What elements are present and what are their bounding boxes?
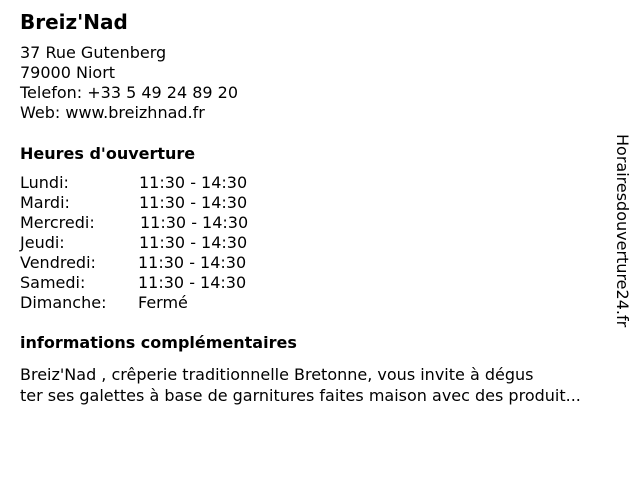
additional-info-heading: informations complémentaires [20, 333, 297, 352]
hours-row-monday [20, 173, 280, 193]
day-label: Samedi: [20, 273, 86, 292]
site-watermark [612, 134, 632, 346]
hours-row-friday [20, 253, 280, 273]
day-label: Mardi: [20, 193, 70, 212]
hours-row-sunday [20, 293, 280, 313]
watermark-text: Horairesdouverture24.fr [613, 134, 632, 328]
hours-row-wednesday [20, 213, 280, 233]
hours-row-thursday [20, 233, 280, 253]
website: Web: www.breizhnad.fr [20, 103, 205, 122]
day-label: Vendredi: [20, 253, 96, 272]
time-value: Fermé [138, 293, 188, 312]
phone-number: Telefon: +33 5 49 24 89 20 [20, 83, 239, 102]
hours-row-saturday [20, 273, 280, 293]
time-value: 11:30 - 14:30 [139, 173, 248, 192]
city-address: 79000 Niort [20, 63, 116, 82]
description-line: Breiz'Nad , crêperie traditionnelle Bretonne, vous invite à dégus [20, 365, 534, 384]
address-block [20, 43, 238, 123]
day-label: Lundi: [20, 173, 69, 192]
time-value: 11:30 - 14:30 [139, 233, 248, 252]
business-description [20, 364, 632, 406]
time-value: 11:30 - 14:30 [138, 253, 247, 272]
description-line: ter ses galettes à base de garnitures faites maison avec des produit... [20, 386, 581, 405]
time-value: 11:30 - 14:30 [139, 193, 248, 212]
hours-row-tuesday [20, 193, 280, 213]
day-label: Dimanche: [20, 293, 107, 312]
opening-hours-list [20, 173, 280, 313]
business-name: Breiz'Nad [20, 10, 128, 34]
day-label: Mercredi: [20, 213, 95, 232]
time-value: 11:30 - 14:30 [140, 213, 249, 232]
day-label: Jeudi: [20, 233, 65, 252]
street-address: 37 Rue Gutenberg [20, 43, 167, 62]
opening-hours-heading: Heures d'ouverture [20, 144, 196, 163]
time-value: 11:30 - 14:30 [138, 273, 247, 292]
